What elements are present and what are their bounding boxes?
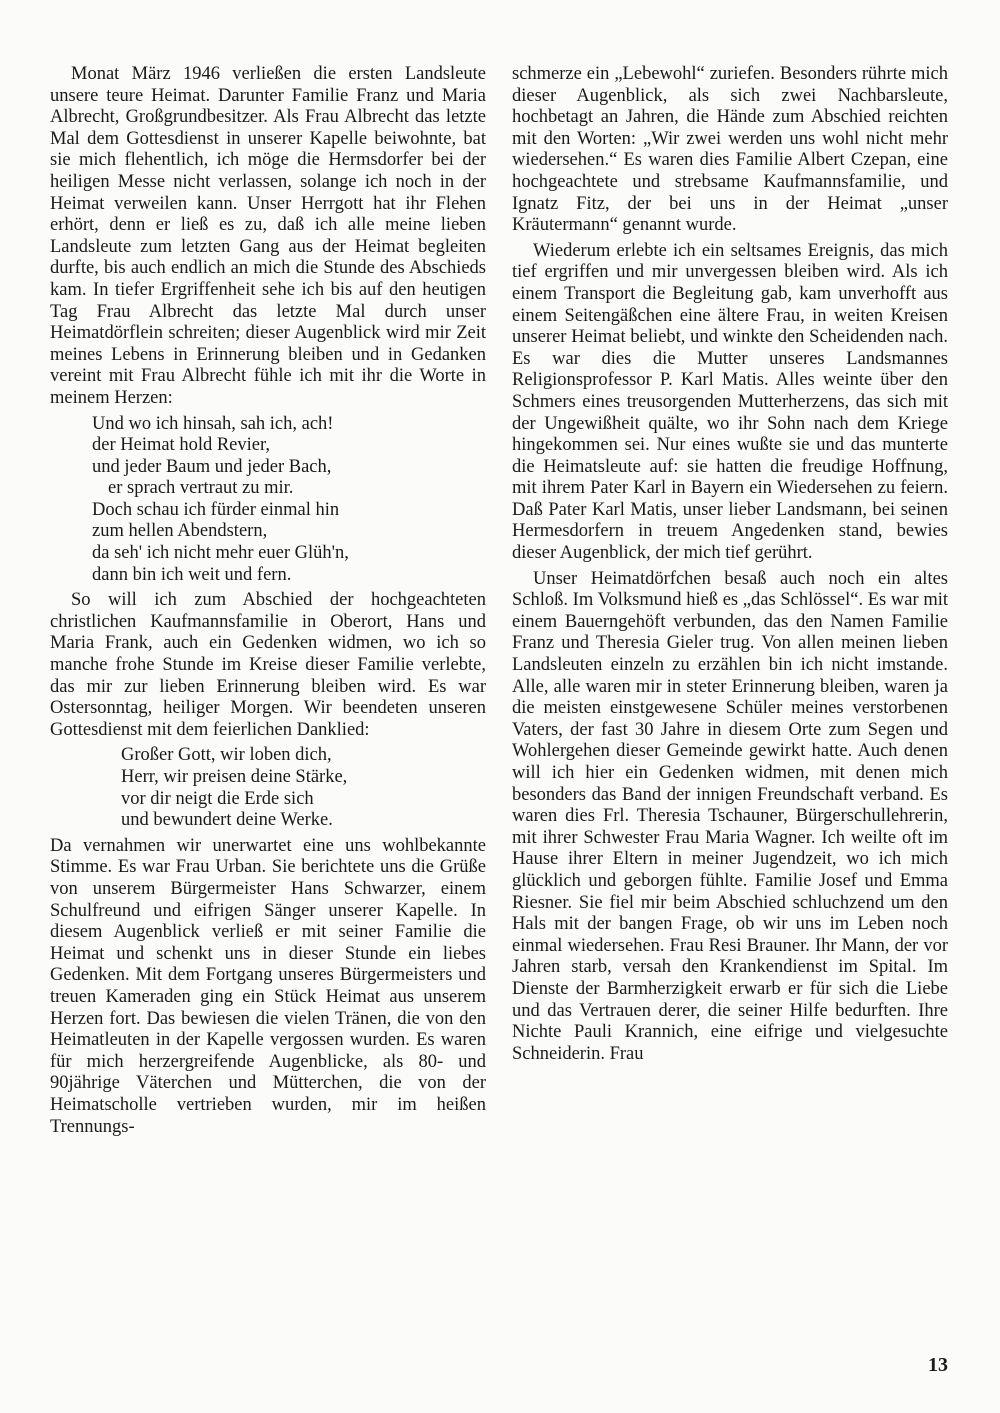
poem-line: Herr, wir preisen deine Stärke,	[121, 767, 348, 787]
left-paragraph-3: Da vernahmen wir unerwartet eine uns wohlbekannte Stimme. Es war Frau Urban. Sie berichtete uns die Grüße von unserem Bürgermeister Hans Schwarzer, einem Schulfreund und eifrigen Sänger unserer Kapelle. In diesem Augenblick verließ er mit seiner Familie die Heimat und schenkt uns in dieser Stunde ein liebes Gedenken. Mit dem Fortgang unseres Bürgermeisters und treuen Kameraden ging ein Stück Heimat aus unserem Herzen fort. Das bewiesen die vielen Tränen, die von den Heimatleuten in der Kapelle vergossen wurden. Es waren für mich herzergreifende Augenblicke, als 80- und 90jährige Väterchen und Mütterchen, die von der Heimatscholle vertrieben wurden, mir im heißen Trennungs-	[50, 835, 486, 1137]
poem-line: er sprach vertraut zu mir.	[108, 478, 294, 499]
right-paragraph-3: Unser Heimatdörfchen besaß auch noch ein altes Schloß. Im Volksmund hieß es „das Schlössel“. Es war mit einem Bauerngehöft verbunden, das den Namen Familie Franz und Theresia Gieler trug. Von allen meinen lieben Landsleuten einzeln zu erzählen bin ich nicht imstande. Alle, alle waren mir in steter Erinnerung bleiben, waren ja die meisten einstgewesene Schüler meines verstorbenen Vaters, der fast 30 Jahre in diesem Orte zum Segen und Wohlergehen dieser Gemeinde gewirkt hatte. Auch denen will ich hier ein Gedenken widmen, mit denen mich besonders das Band der innigen Freundschaft verband. Es waren dies Frl. Theresia Tschauner, Bürgerschullehrerin, mit ihrer Schwester Frau Maria Wagner. Ich weilte oft im Hause ihrer Eltern in meiner Jugendzeit, wo ich mich glücklich und geborgen fühlte. Familie Josef und Emma Riesner. Sie fiel mir beim Abschied schluchzend um den Hals mit der bangen Frage, ob wir uns im Leben noch einmal wiedersehen. Frau Resi Brauner. Ihr Mann, der vor Jahren starb, versah den Krankendienst im Spital. Im Dienste der Barmherzigkeit erwarb er für sich die Liebe und das Vertrauen derer, die seiner Hilfe bedurften. Ihre Nichte Pauli Krannich, eine eifrige und vielgesuchte Schneiderin. Frau	[512, 568, 948, 1064]
poem-line: der Heimat hold Revier,	[92, 435, 271, 456]
poem-line: Großer Gott, wir loben dich,	[121, 745, 332, 766]
left-column	[50, 64, 486, 1138]
poem-line: und jeder Baum und jeder Bach,	[92, 456, 332, 477]
right-paragraph-2: Wiederum erlebte ich ein seltsames Ereignis, das mich tief ergriffen und mir unvergessen bleiben wird. Als ich einem Transport die Begleitung gab, kam unverhofft aus einem Seitengäßchen eine ältere Frau, in weiten Kreisen unserer Heimat beliebt, und winkte den Scheidenden nach. Es war dies die Mutter unseres Landsmannes Religionsprofessor P. Karl Matis. Alles weinte über den Schmers eines treusorgenden Mutterherzens, das sich mit der Ungewißheit quälte, wo ihr Sohn nach dem Kriege hingekommen sei. Nur eines wußte sie und das munterte die Heimatsleute auf: sie hatten die freudige Hoffnung, mit ihrem Pater Karl in Bayern ein Wiedersehen zu feiern. Daß Pater Karl Matis, unser lieber Landsmann, bei seinen Hermesdorfern in treuem Angedenken stand, bewies dieser Augenblick, der mich tief gerührt.	[512, 240, 948, 564]
left-paragraph-2: So will ich zum Abschied der hochgeachteten christlichen Kaufmannsfamilie in Oberort, Hans und Maria Frank, auch ein Gedenken widmen, wo ich so manche frohe Stunde im Kreise dieser Familie verlebte, das mir zur lieben Erinnerung bleiben wird. Es war Ostersonntag, heiliger Morgen. Wir beendeten unseren Gottesdienst mit dem feierlichen Danklied:	[50, 590, 486, 740]
poem-line: dann bin ich weit und fern.	[92, 564, 292, 585]
poem-heimat	[50, 414, 486, 587]
left-paragraph-1: Monat März 1946 verließen die ersten Landsleute unsere teure Heimat. Darunter Familie Franz und Maria Albrecht, Großgrundbesitzer. Als Frau Albrecht das letzte Mal dem Gottesdienst in unserer Kapelle beiwohnte, bat sie mich flehentlich, ich möge die Hermsdorfer bei der heiligen Messe nicht verlassen, solange ich noch in der Heimat verweilen kann. Unser Herrgott hat ihr Flehen erhört, denn er ließ es zu, daß ich alle meine lieben Landsleute zum letzten Gang aus der Heimat begleiten durfte, bis auch endlich an mich die Stunde des Abschieds kam. In tiefer Ergriffenheit sehe ich bis auf den heutigen Tag Frau Albrecht das letzte Mal durch unser Heimatdörflein schreiten; dieser Augenblick wird mir Zeit meines Lebens in Erinnerung bleiben und in Gedanken vereint mit Frau Albrecht fühle ich mit ihr die Worte in meinem Herzen:	[50, 64, 486, 408]
right-paragraph-1: schmerze ein „Lebewohl“ zuriefen. Besonders rührte mich dieser Augenblick, als sich zwei Nachbarsleute, hochbetagt an Jahren, die Hände zum Abschied reichten mit den Worten: „Wir zwei werden uns wohl nicht mehr wiedersehen.“ Es waren dies Familie Albert Czepan, eine hochgeachtete und strebsame Kaufmannsfamilie, und Ignatz Fitz, der bei uns in der Heimat „unser Kräutermann“ genannt wurde.	[512, 64, 948, 236]
poem-line: Doch schau ich fürder einmal hin	[92, 499, 340, 520]
poem-line: da seh' ich nicht mehr euer Glüh'n,	[92, 543, 349, 564]
poem-line: und bewundert deine Werke.	[121, 810, 333, 831]
page-number: 13	[928, 1354, 948, 1376]
right-column	[512, 64, 948, 1065]
poem-line: vor dir neigt die Erde sich	[121, 788, 314, 809]
poem-line: zum hellen Abendstern,	[92, 521, 268, 542]
poem-danklied	[50, 745, 486, 831]
poem-line: Und wo ich hinsah, sah ich, ach!	[92, 413, 334, 434]
